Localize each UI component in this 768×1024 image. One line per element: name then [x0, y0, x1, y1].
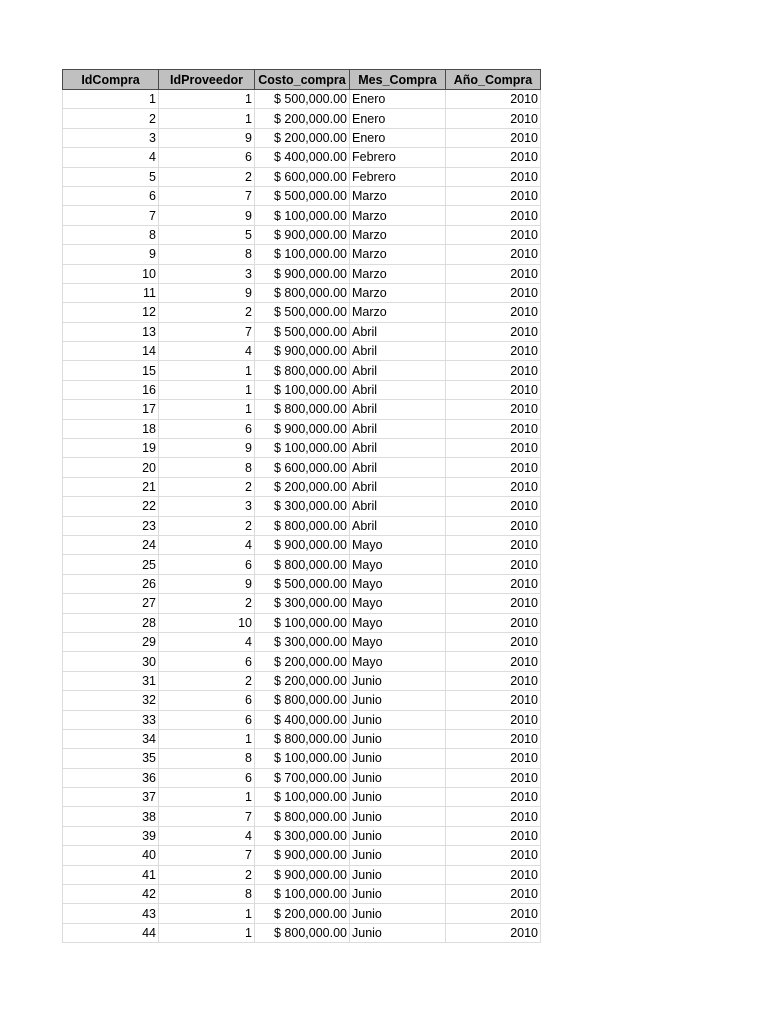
cell-mes-compra[interactable]: Junio — [350, 826, 446, 845]
cell-idproveedor[interactable]: 2 — [159, 516, 255, 535]
cell-ano-compra[interactable]: 2010 — [446, 632, 541, 651]
cell-ano-compra[interactable]: 2010 — [446, 710, 541, 729]
cell-mes-compra[interactable]: Marzo — [350, 303, 446, 322]
cell-costo-compra[interactable]: $ 900,000.00 — [255, 846, 350, 865]
table-row — [63, 206, 541, 225]
cell-costo-compra[interactable]: $ 200,000.00 — [255, 477, 350, 496]
cell-mes-compra[interactable]: Junio — [350, 807, 446, 826]
cell-idproveedor[interactable]: 4 — [159, 342, 255, 361]
cell-costo-compra[interactable]: $ 900,000.00 — [255, 342, 350, 361]
cell-mes-compra[interactable]: Abril — [350, 380, 446, 399]
table-row — [63, 283, 541, 302]
cell-idproveedor[interactable]: 4 — [159, 632, 255, 651]
cell-costo-compra[interactable]: $ 800,000.00 — [255, 400, 350, 419]
cell-mes-compra[interactable]: Junio — [350, 846, 446, 865]
cell-idcompra[interactable]: 36 — [63, 768, 159, 787]
cell-ano-compra[interactable]: 2010 — [446, 361, 541, 380]
table-row — [63, 729, 541, 748]
table-row — [63, 652, 541, 671]
cell-ano-compra[interactable]: 2010 — [446, 225, 541, 244]
cell-ano-compra[interactable]: 2010 — [446, 458, 541, 477]
cell-costo-compra[interactable]: $ 100,000.00 — [255, 788, 350, 807]
cell-ano-compra[interactable]: 2010 — [446, 167, 541, 186]
cell-mes-compra[interactable]: Febrero — [350, 167, 446, 186]
cell-idcompra[interactable]: 14 — [63, 342, 159, 361]
table-row — [63, 167, 541, 186]
cell-idcompra[interactable]: 12 — [63, 303, 159, 322]
cell-ano-compra[interactable]: 2010 — [446, 516, 541, 535]
cell-idproveedor[interactable]: 4 — [159, 535, 255, 554]
cell-idproveedor[interactable]: 2 — [159, 671, 255, 690]
cell-ano-compra[interactable]: 2010 — [446, 865, 541, 884]
cell-mes-compra[interactable]: Mayo — [350, 632, 446, 651]
cell-idcompra[interactable]: 15 — [63, 361, 159, 380]
cell-mes-compra[interactable]: Mayo — [350, 613, 446, 632]
cell-costo-compra[interactable]: $ 100,000.00 — [255, 245, 350, 264]
table-row — [63, 245, 541, 264]
cell-idcompra[interactable]: 33 — [63, 710, 159, 729]
cell-idproveedor[interactable]: 5 — [159, 225, 255, 244]
cell-idcompra[interactable]: 44 — [63, 923, 159, 942]
cell-costo-compra[interactable]: $ 100,000.00 — [255, 380, 350, 399]
cell-ano-compra[interactable]: 2010 — [446, 555, 541, 574]
cell-idproveedor[interactable]: 6 — [159, 710, 255, 729]
cell-idcompra[interactable]: 23 — [63, 516, 159, 535]
cell-ano-compra[interactable]: 2010 — [446, 652, 541, 671]
cell-idproveedor[interactable]: 6 — [159, 419, 255, 438]
cell-idproveedor[interactable]: 7 — [159, 186, 255, 205]
cell-costo-compra[interactable]: $ 100,000.00 — [255, 439, 350, 458]
cell-idcompra[interactable]: 20 — [63, 458, 159, 477]
cell-idcompra[interactable]: 39 — [63, 826, 159, 845]
cell-idproveedor[interactable]: 9 — [159, 574, 255, 593]
cell-costo-compra[interactable]: $ 900,000.00 — [255, 264, 350, 283]
table-header — [63, 70, 541, 90]
cell-mes-compra[interactable]: Junio — [350, 904, 446, 923]
table-row — [63, 128, 541, 147]
cell-idcompra[interactable]: 26 — [63, 574, 159, 593]
table-row — [63, 303, 541, 322]
table-row — [63, 710, 541, 729]
cell-idproveedor[interactable]: 8 — [159, 245, 255, 264]
cell-idproveedor[interactable]: 1 — [159, 904, 255, 923]
table-row — [63, 419, 541, 438]
table-row — [63, 264, 541, 283]
cell-mes-compra[interactable]: Abril — [350, 342, 446, 361]
cell-ano-compra[interactable]: 2010 — [446, 904, 541, 923]
table-row — [63, 458, 541, 477]
cell-mes-compra[interactable]: Junio — [350, 710, 446, 729]
cell-mes-compra[interactable]: Marzo — [350, 225, 446, 244]
cell-ano-compra[interactable]: 2010 — [446, 90, 541, 109]
cell-idcompra[interactable]: 35 — [63, 749, 159, 768]
cell-ano-compra[interactable]: 2010 — [446, 671, 541, 690]
cell-ano-compra[interactable]: 2010 — [446, 768, 541, 787]
table-row — [63, 439, 541, 458]
cell-ano-compra[interactable]: 2010 — [446, 535, 541, 554]
cell-idcompra[interactable]: 31 — [63, 671, 159, 690]
table-row — [63, 516, 541, 535]
cell-idproveedor[interactable]: 10 — [159, 613, 255, 632]
table-row — [63, 632, 541, 651]
cell-idcompra[interactable]: 24 — [63, 535, 159, 554]
cell-costo-compra[interactable]: $ 400,000.00 — [255, 710, 350, 729]
cell-costo-compra[interactable]: $ 800,000.00 — [255, 555, 350, 574]
cell-mes-compra[interactable]: Mayo — [350, 555, 446, 574]
cell-idcompra[interactable]: 37 — [63, 788, 159, 807]
cell-costo-compra[interactable]: $ 600,000.00 — [255, 458, 350, 477]
cell-costo-compra[interactable]: $ 500,000.00 — [255, 303, 350, 322]
cell-idproveedor[interactable]: 1 — [159, 400, 255, 419]
cell-idproveedor[interactable]: 2 — [159, 477, 255, 496]
table-row — [63, 361, 541, 380]
cell-mes-compra[interactable]: Abril — [350, 400, 446, 419]
header-mes-compra[interactable]: Mes_Compra — [350, 70, 446, 90]
table-row — [63, 768, 541, 787]
cell-mes-compra[interactable]: Junio — [350, 865, 446, 884]
cell-idproveedor[interactable]: 3 — [159, 497, 255, 516]
table-row — [63, 225, 541, 244]
cell-idproveedor[interactable]: 6 — [159, 691, 255, 710]
cell-idcompra[interactable]: 13 — [63, 322, 159, 341]
cell-ano-compra[interactable]: 2010 — [446, 594, 541, 613]
table-row — [63, 497, 541, 516]
cell-ano-compra[interactable]: 2010 — [446, 148, 541, 167]
cell-costo-compra[interactable]: $ 100,000.00 — [255, 885, 350, 904]
cell-mes-compra[interactable]: Junio — [350, 749, 446, 768]
table-row — [63, 885, 541, 904]
cell-idcompra[interactable]: 2 — [63, 109, 159, 128]
cell-idproveedor[interactable]: 6 — [159, 768, 255, 787]
cell-idproveedor[interactable]: 9 — [159, 128, 255, 147]
cell-costo-compra[interactable]: $ 800,000.00 — [255, 691, 350, 710]
cell-costo-compra[interactable]: $ 200,000.00 — [255, 128, 350, 147]
cell-idcompra[interactable]: 10 — [63, 264, 159, 283]
cell-idcompra[interactable]: 4 — [63, 148, 159, 167]
header-costo-compra[interactable]: Costo_compra — [255, 70, 350, 90]
cell-ano-compra[interactable]: 2010 — [446, 923, 541, 942]
cell-mes-compra[interactable]: Abril — [350, 361, 446, 380]
cell-costo-compra[interactable]: $ 300,000.00 — [255, 826, 350, 845]
table-row — [63, 555, 541, 574]
cell-costo-compra[interactable]: $ 900,000.00 — [255, 535, 350, 554]
cell-idcompra[interactable]: 11 — [63, 283, 159, 302]
table-row — [63, 807, 541, 826]
table-row — [63, 788, 541, 807]
cell-mes-compra[interactable]: Junio — [350, 768, 446, 787]
cell-mes-compra[interactable]: Junio — [350, 671, 446, 690]
cell-ano-compra[interactable]: 2010 — [446, 186, 541, 205]
cell-idcompra[interactable]: 1 — [63, 90, 159, 109]
cell-idcompra[interactable]: 19 — [63, 439, 159, 458]
cell-costo-compra[interactable]: $ 900,000.00 — [255, 865, 350, 884]
cell-ano-compra[interactable]: 2010 — [446, 264, 541, 283]
cell-mes-compra[interactable]: Junio — [350, 923, 446, 942]
table-row — [63, 865, 541, 884]
cell-idproveedor[interactable]: 7 — [159, 846, 255, 865]
cell-idproveedor[interactable]: 6 — [159, 652, 255, 671]
cell-costo-compra[interactable]: $ 300,000.00 — [255, 594, 350, 613]
purchases-table — [62, 69, 541, 943]
table-row — [63, 380, 541, 399]
cell-idproveedor[interactable]: 2 — [159, 167, 255, 186]
cell-ano-compra[interactable]: 2010 — [446, 749, 541, 768]
cell-mes-compra[interactable]: Abril — [350, 419, 446, 438]
cell-idcompra[interactable]: 41 — [63, 865, 159, 884]
cell-idcompra[interactable]: 22 — [63, 497, 159, 516]
cell-costo-compra[interactable]: $ 800,000.00 — [255, 923, 350, 942]
table-row — [63, 691, 541, 710]
cell-mes-compra[interactable]: Marzo — [350, 283, 446, 302]
cell-ano-compra[interactable]: 2010 — [446, 574, 541, 593]
cell-costo-compra[interactable]: $ 900,000.00 — [255, 419, 350, 438]
cell-idproveedor[interactable]: 2 — [159, 303, 255, 322]
cell-mes-compra[interactable]: Abril — [350, 516, 446, 535]
table-row — [63, 671, 541, 690]
cell-idcompra[interactable]: 16 — [63, 380, 159, 399]
cell-idproveedor[interactable]: 8 — [159, 885, 255, 904]
cell-ano-compra[interactable]: 2010 — [446, 885, 541, 904]
cell-ano-compra[interactable]: 2010 — [446, 826, 541, 845]
cell-costo-compra[interactable]: $ 800,000.00 — [255, 807, 350, 826]
cell-idcompra[interactable]: 27 — [63, 594, 159, 613]
table-row — [63, 826, 541, 845]
table-row — [63, 904, 541, 923]
cell-mes-compra[interactable]: Junio — [350, 788, 446, 807]
cell-costo-compra[interactable]: $ 700,000.00 — [255, 768, 350, 787]
cell-mes-compra[interactable]: Marzo — [350, 245, 446, 264]
table-row — [63, 613, 541, 632]
cell-costo-compra[interactable]: $ 800,000.00 — [255, 283, 350, 302]
cell-idproveedor[interactable]: 2 — [159, 865, 255, 884]
cell-idproveedor[interactable]: 9 — [159, 206, 255, 225]
cell-ano-compra[interactable]: 2010 — [446, 128, 541, 147]
cell-idcompra[interactable]: 40 — [63, 846, 159, 865]
cell-idcompra[interactable]: 38 — [63, 807, 159, 826]
cell-idproveedor[interactable]: 7 — [159, 807, 255, 826]
table-row — [63, 535, 541, 554]
cell-costo-compra[interactable]: $ 500,000.00 — [255, 574, 350, 593]
cell-mes-compra[interactable]: Marzo — [350, 186, 446, 205]
cell-idcompra[interactable]: 32 — [63, 691, 159, 710]
cell-costo-compra[interactable]: $ 200,000.00 — [255, 904, 350, 923]
cell-idcompra[interactable]: 18 — [63, 419, 159, 438]
cell-costo-compra[interactable]: $ 300,000.00 — [255, 632, 350, 651]
cell-ano-compra[interactable]: 2010 — [446, 788, 541, 807]
cell-idcompra[interactable]: 34 — [63, 729, 159, 748]
cell-idproveedor[interactable]: 7 — [159, 322, 255, 341]
cell-ano-compra[interactable]: 2010 — [446, 245, 541, 264]
cell-mes-compra[interactable]: Mayo — [350, 652, 446, 671]
cell-ano-compra[interactable]: 2010 — [446, 109, 541, 128]
cell-ano-compra[interactable]: 2010 — [446, 846, 541, 865]
cell-mes-compra[interactable]: Abril — [350, 439, 446, 458]
cell-costo-compra[interactable]: $ 100,000.00 — [255, 206, 350, 225]
table-row — [63, 186, 541, 205]
table-row — [63, 400, 541, 419]
cell-costo-compra[interactable]: $ 800,000.00 — [255, 516, 350, 535]
cell-idcompra[interactable]: 5 — [63, 167, 159, 186]
cell-idcompra[interactable]: 3 — [63, 128, 159, 147]
table-row — [63, 90, 541, 109]
cell-mes-compra[interactable]: Enero — [350, 109, 446, 128]
cell-ano-compra[interactable]: 2010 — [446, 303, 541, 322]
cell-idproveedor[interactable]: 1 — [159, 90, 255, 109]
table-row — [63, 749, 541, 768]
cell-costo-compra[interactable]: $ 200,000.00 — [255, 652, 350, 671]
cell-idproveedor[interactable]: 1 — [159, 729, 255, 748]
cell-mes-compra[interactable]: Marzo — [350, 206, 446, 225]
cell-ano-compra[interactable]: 2010 — [446, 439, 541, 458]
cell-idproveedor[interactable]: 8 — [159, 458, 255, 477]
cell-mes-compra[interactable]: Enero — [350, 128, 446, 147]
cell-idproveedor[interactable]: 1 — [159, 361, 255, 380]
cell-mes-compra[interactable]: Mayo — [350, 574, 446, 593]
table-row — [63, 322, 541, 341]
cell-mes-compra[interactable]: Mayo — [350, 535, 446, 554]
header-row — [63, 70, 541, 90]
header-ano-compra[interactable]: Año_Compra — [446, 70, 541, 90]
cell-idproveedor[interactable]: 9 — [159, 439, 255, 458]
cell-ano-compra[interactable]: 2010 — [446, 400, 541, 419]
cell-costo-compra[interactable]: $ 600,000.00 — [255, 167, 350, 186]
cell-costo-compra[interactable]: $ 300,000.00 — [255, 497, 350, 516]
cell-mes-compra[interactable]: Junio — [350, 691, 446, 710]
cell-idcompra[interactable]: 17 — [63, 400, 159, 419]
cell-costo-compra[interactable]: $ 800,000.00 — [255, 361, 350, 380]
cell-ano-compra[interactable]: 2010 — [446, 691, 541, 710]
cell-costo-compra[interactable]: $ 400,000.00 — [255, 148, 350, 167]
cell-ano-compra[interactable]: 2010 — [446, 342, 541, 361]
cell-mes-compra[interactable]: Febrero — [350, 148, 446, 167]
table-row — [63, 342, 541, 361]
cell-idproveedor[interactable]: 1 — [159, 788, 255, 807]
cell-idcompra[interactable]: 29 — [63, 632, 159, 651]
cell-ano-compra[interactable]: 2010 — [446, 807, 541, 826]
cell-idproveedor[interactable]: 8 — [159, 749, 255, 768]
cell-ano-compra[interactable]: 2010 — [446, 497, 541, 516]
cell-idcompra[interactable]: 30 — [63, 652, 159, 671]
cell-idcompra[interactable]: 6 — [63, 186, 159, 205]
header-idcompra[interactable]: IdCompra — [63, 70, 159, 90]
cell-mes-compra[interactable]: Abril — [350, 322, 446, 341]
cell-mes-compra[interactable]: Junio — [350, 729, 446, 748]
table-row — [63, 923, 541, 942]
cell-idcompra[interactable]: 9 — [63, 245, 159, 264]
cell-ano-compra[interactable]: 2010 — [446, 613, 541, 632]
cell-costo-compra[interactable]: $ 100,000.00 — [255, 749, 350, 768]
cell-ano-compra[interactable]: 2010 — [446, 380, 541, 399]
cell-costo-compra[interactable]: $ 200,000.00 — [255, 671, 350, 690]
cell-ano-compra[interactable]: 2010 — [446, 729, 541, 748]
cell-costo-compra[interactable]: $ 500,000.00 — [255, 186, 350, 205]
cell-mes-compra[interactable]: Junio — [350, 885, 446, 904]
table-row — [63, 574, 541, 593]
table-body — [63, 90, 541, 943]
table-row — [63, 846, 541, 865]
cell-mes-compra[interactable]: Enero — [350, 90, 446, 109]
cell-costo-compra[interactable]: $ 900,000.00 — [255, 225, 350, 244]
cell-ano-compra[interactable]: 2010 — [446, 283, 541, 302]
cell-idproveedor[interactable]: 6 — [159, 555, 255, 574]
cell-costo-compra[interactable]: $ 500,000.00 — [255, 322, 350, 341]
cell-mes-compra[interactable]: Mayo — [350, 594, 446, 613]
cell-costo-compra[interactable]: $ 500,000.00 — [255, 90, 350, 109]
cell-mes-compra[interactable]: Abril — [350, 458, 446, 477]
cell-ano-compra[interactable]: 2010 — [446, 206, 541, 225]
header-idproveedor[interactable]: IdProveedor — [159, 70, 255, 90]
cell-idcompra[interactable]: 42 — [63, 885, 159, 904]
cell-idproveedor[interactable]: 4 — [159, 826, 255, 845]
table-row — [63, 477, 541, 496]
cell-idcompra[interactable]: 21 — [63, 477, 159, 496]
cell-costo-compra[interactable]: $ 800,000.00 — [255, 729, 350, 748]
cell-mes-compra[interactable]: Abril — [350, 477, 446, 496]
cell-mes-compra[interactable]: Marzo — [350, 264, 446, 283]
cell-ano-compra[interactable]: 2010 — [446, 419, 541, 438]
cell-idcompra[interactable]: 43 — [63, 904, 159, 923]
cell-mes-compra[interactable]: Abril — [350, 497, 446, 516]
cell-idcompra[interactable]: 25 — [63, 555, 159, 574]
cell-idproveedor[interactable]: 1 — [159, 923, 255, 942]
cell-idproveedor[interactable]: 1 — [159, 380, 255, 399]
cell-idproveedor[interactable]: 1 — [159, 109, 255, 128]
table-row — [63, 148, 541, 167]
cell-costo-compra[interactable]: $ 200,000.00 — [255, 109, 350, 128]
cell-idproveedor[interactable]: 9 — [159, 283, 255, 302]
cell-ano-compra[interactable]: 2010 — [446, 477, 541, 496]
cell-ano-compra[interactable]: 2010 — [446, 322, 541, 341]
cell-idproveedor[interactable]: 3 — [159, 264, 255, 283]
cell-idcompra[interactable]: 28 — [63, 613, 159, 632]
table-row — [63, 594, 541, 613]
table-row — [63, 109, 541, 128]
cell-idproveedor[interactable]: 2 — [159, 594, 255, 613]
cell-costo-compra[interactable]: $ 100,000.00 — [255, 613, 350, 632]
cell-idcompra[interactable]: 7 — [63, 206, 159, 225]
cell-idcompra[interactable]: 8 — [63, 225, 159, 244]
cell-idproveedor[interactable]: 6 — [159, 148, 255, 167]
